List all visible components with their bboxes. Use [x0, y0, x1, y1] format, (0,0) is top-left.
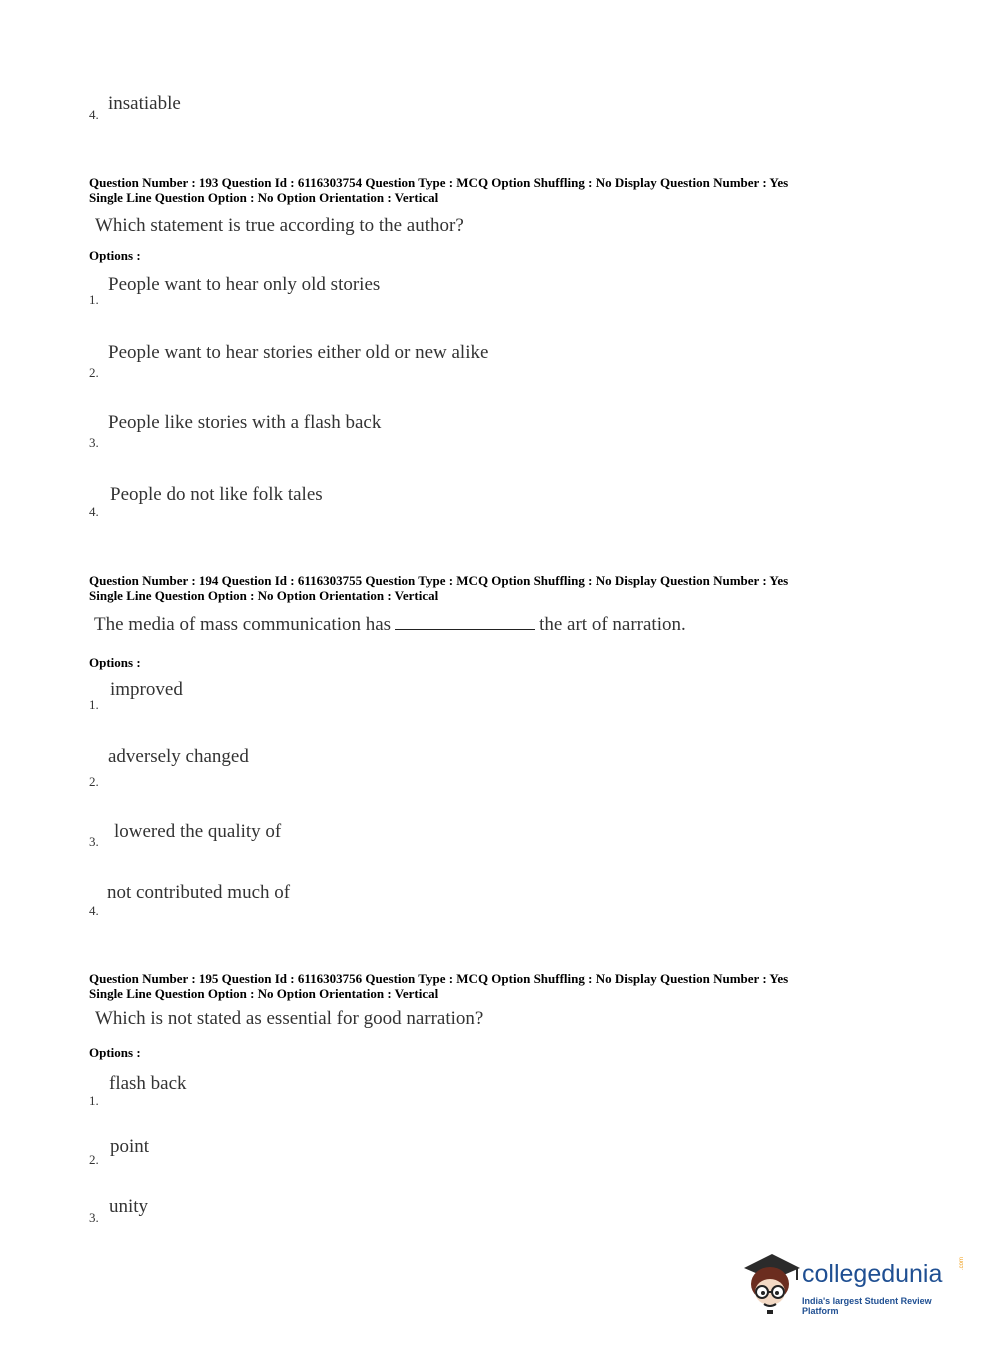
option-number: 2. [89, 365, 99, 380]
collegedunia-logo[interactable] [740, 1248, 970, 1318]
question-meta-line1: Question Number : 194 Question Id : 6116303755 Question Type : MCQ Option Shuffling : No Display Question Number : Yes [89, 573, 789, 588]
logo-wordmark: collegedunia [802, 1260, 943, 1288]
option-text: People want to hear stories either old or new alike [108, 342, 489, 363]
option-number: 3. [89, 435, 99, 450]
question-text: Which statement is true according to the author? [95, 215, 464, 236]
option-text: People want to hear only old stories [108, 274, 381, 295]
option-number: 2. [89, 774, 99, 789]
question-meta-line1: Question Number : 195 Question Id : 6116303756 Question Type : MCQ Option Shuffling : No Display Question Number : Yes [89, 971, 789, 986]
option-text: not contributed much of [107, 882, 291, 903]
question-meta-line2: Single Line Question Option : No Option Orientation : Vertical [89, 986, 439, 1001]
option-text: lowered the quality of [114, 821, 282, 842]
option-number: 3. [89, 834, 99, 849]
question-meta-line2: Single Line Question Option : No Option Orientation : Vertical [89, 588, 439, 603]
option-text: People do not like folk tales [110, 484, 323, 505]
question-text-before: The media of mass communication has [94, 614, 392, 635]
question-text [94, 613, 686, 636]
option-number: 4. [89, 504, 99, 519]
option-number: 1. [89, 697, 99, 712]
option-number: 4. [89, 107, 99, 122]
question-text: Which is not stated as essential for good narration? [95, 1008, 484, 1029]
option-text: improved [110, 679, 183, 700]
option-text: flash back [109, 1073, 187, 1094]
options-label: Options : [89, 1045, 141, 1060]
option-text: insatiable [108, 93, 181, 114]
logo-tagline: India's largest Student Review Platform [802, 1296, 932, 1316]
logo-suffix: .com [959, 1256, 965, 1270]
question-meta-line2: Single Line Question Option : No Option Orientation : Vertical [89, 190, 439, 205]
option-number: 1. [89, 1093, 99, 1108]
options-label: Options : [89, 655, 141, 670]
option-number: 4. [89, 903, 99, 918]
option-text: People like stories with a flash back [108, 412, 382, 433]
option-number: 3. [89, 1210, 99, 1225]
mascot-icon [740, 1248, 802, 1314]
option-text: point [110, 1136, 150, 1157]
option-number: 1. [89, 292, 99, 307]
option-text: unity [109, 1196, 149, 1217]
fill-in-blank [395, 613, 535, 630]
options-label: Options : [89, 248, 141, 263]
option-text: adversely changed [108, 746, 249, 767]
option-number: 2. [89, 1152, 99, 1167]
question-meta-line1: Question Number : 193 Question Id : 6116303754 Question Type : MCQ Option Shuffling : No Display Question Number : Yes [89, 175, 789, 190]
question-text-after: the art of narration. [539, 614, 686, 635]
